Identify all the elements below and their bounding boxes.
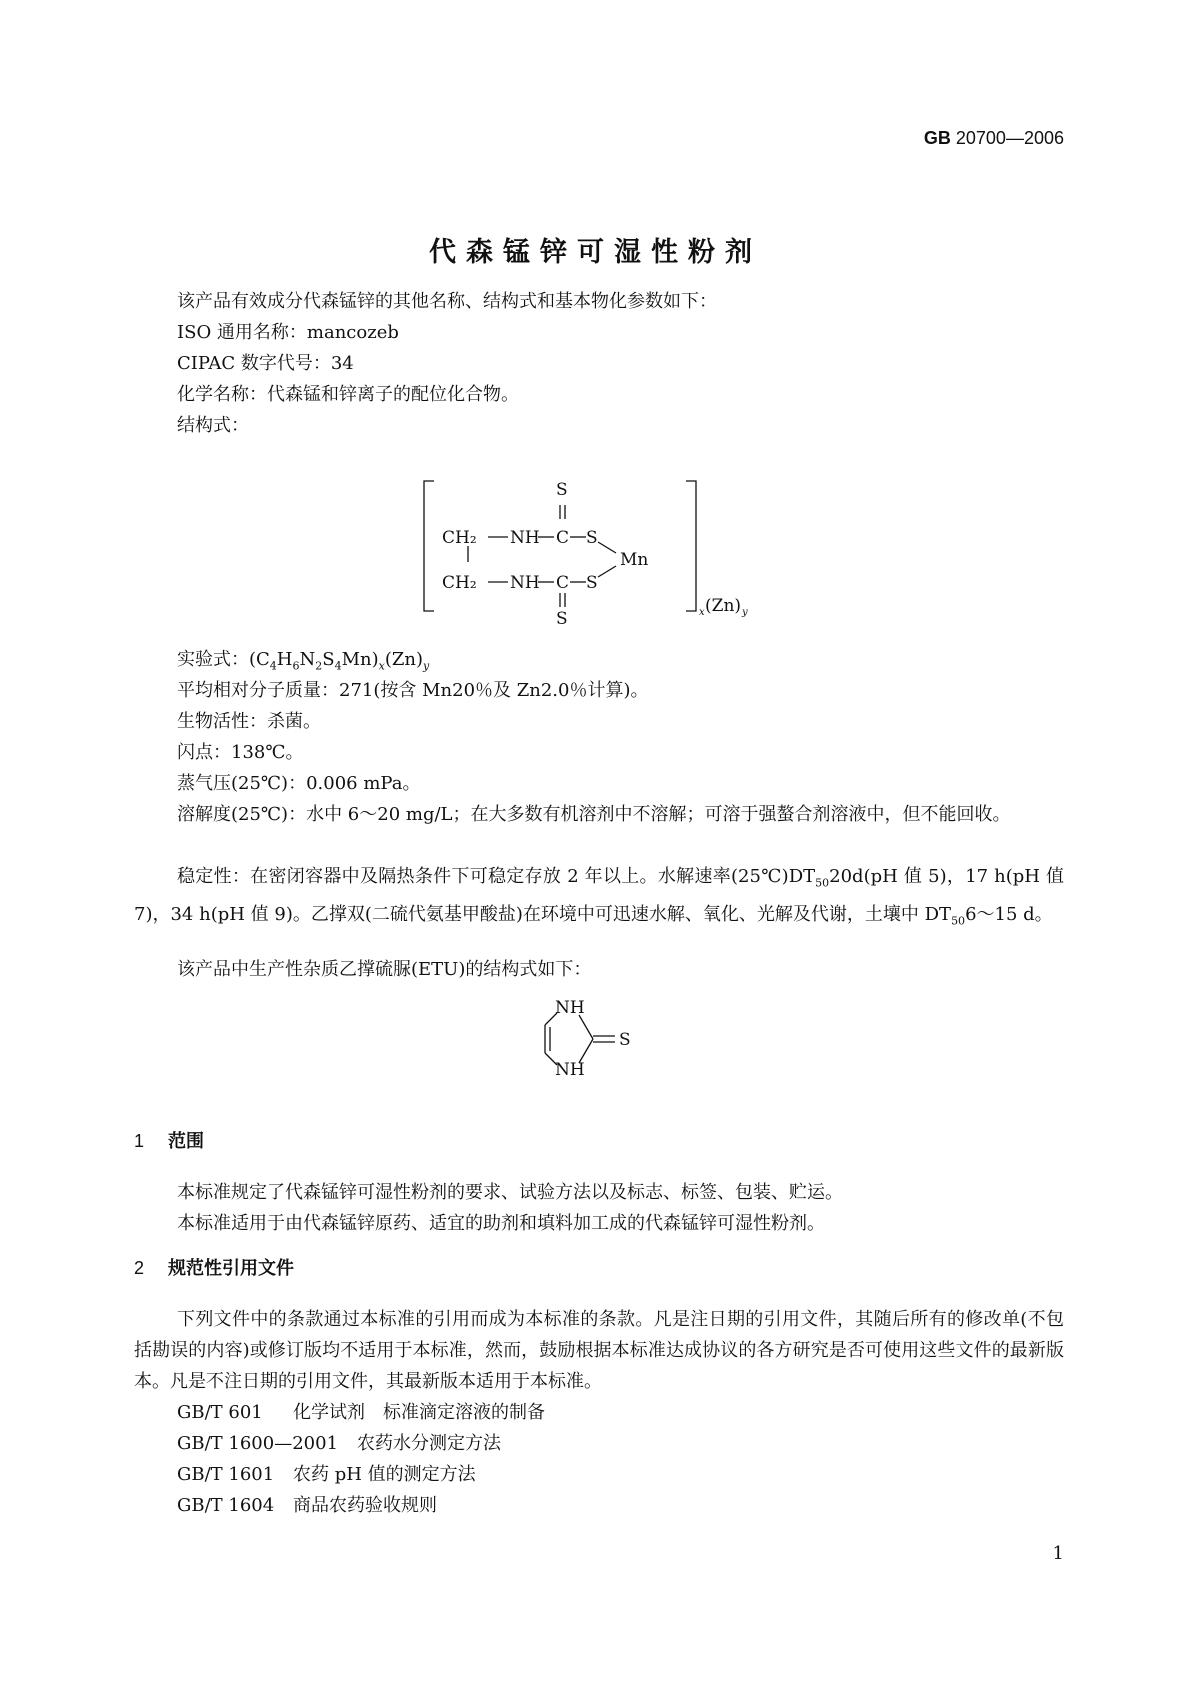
mn-label: Mn xyxy=(620,550,649,570)
section-heading-scope: 1 范围 xyxy=(134,1131,204,1151)
bioactivity: 生物活性：杀菌。 xyxy=(177,711,321,732)
s-mid-bottom-label: S xyxy=(586,573,598,593)
scope-paragraph: 本标准规定了代森锰锌可湿性粉剂的要求、试验方法以及标志、标签、包装、贮运。 xyxy=(177,1182,843,1203)
nh-bottom-label: NH xyxy=(510,573,540,593)
normative-references-paragraph: 下列文件中的条款通过本标准的引用而成为本标准的条款。凡是注日期的引用文件，其随后所有的修改单(不包括勘误的内容)或修订版均不适用于本标准，然而，鼓励根据本标准达成协议的各方研究是否可使用这些文件的最新版本。凡是不注日期的引用文件，其最新版本适用于本标准。 xyxy=(134,1309,1064,1392)
intro-line: 化学名称：代森锰和锌离子的配位化合物。 xyxy=(177,384,519,405)
reference-item: GB/T 1604 商品农药验收规则 xyxy=(177,1495,437,1516)
flash-point: 闪点：138℃。 xyxy=(177,742,304,763)
section-heading-normative-references: 2 规范性引用文件 xyxy=(134,1258,294,1278)
nh-bottom-label: NH xyxy=(555,1060,585,1080)
ch2-top-label: CH₂ xyxy=(442,528,477,548)
scope-paragraph: 本标准适用于由代森锰锌原药、适宜的助剂和填料加工成的代森锰锌可湿性粉剂。 xyxy=(177,1213,825,1234)
y-subscript: y xyxy=(742,607,748,618)
s-label: S xyxy=(619,1030,631,1050)
nh-top-label: NH xyxy=(510,528,540,548)
intro-line: 该产品有效成分代森锰锌的其他名称、结构式和基本物化参数如下： xyxy=(177,291,717,312)
intro-line: CIPAC 数字代号：34 xyxy=(177,353,354,374)
stability: 稳定性：在密闭容器中及隔热条件下可稳定存放 2 年以上。水解速率$(25℃)DT_{50}20d(pH$ 值 5)，17 h(pH 值 7)，34 h(pH 值 9)。乙撑双(二硫代氨基甲酸盐)在环境中可迅速水解、氧化、光解及代谢，土壤中 $DT_{50}6\sim 15$ d。 xyxy=(134,866,1064,928)
mancozeb-structure-diagram xyxy=(420,475,760,625)
left-bracket xyxy=(424,481,434,611)
s-mid-top-label: S xyxy=(586,528,598,548)
etu-structure-diagram xyxy=(535,995,655,1085)
s-bottom-label: S xyxy=(556,609,568,625)
empirical-formula: 实验式：$(C_4H_6N_2S_4Mn)_x(Zn)_y$ xyxy=(177,649,430,673)
etu-intro: 该产品中生产性杂质乙撑硫脲(ETU)的结构式如下： xyxy=(177,959,592,980)
s-top-label: S xyxy=(556,480,568,500)
bond-s-mn-bottom xyxy=(598,566,616,577)
document-title: 代森锰锌可湿性粉剂 xyxy=(429,237,762,268)
standard-prefix: GB xyxy=(923,128,951,148)
standard-number xyxy=(924,128,1064,149)
ch2-bottom-label: CH₂ xyxy=(442,573,477,593)
reference-item: GB/T 601 化学试剂 标准滴定溶液的制备 xyxy=(177,1402,545,1423)
intro-line: 结构式： xyxy=(177,415,249,436)
vapor-pressure: 蒸气压(25℃)：0.006 mPa。 xyxy=(177,773,421,794)
reference-item: GB/T 1601 农药 pH 值的测定方法 xyxy=(177,1464,476,1485)
ring-bond-top-right xyxy=(579,1015,593,1039)
x-subscript: x xyxy=(699,607,705,618)
c-bottom-label: C xyxy=(556,573,570,593)
reference-item: GB/T 1600—2001 农药水分测定方法 xyxy=(177,1433,501,1454)
nh-top-label: NH xyxy=(555,998,585,1018)
intro-line: ISO 通用名称：mancozeb xyxy=(177,322,399,343)
right-bracket xyxy=(686,481,696,611)
standard-code: 20700—2006 xyxy=(955,128,1064,148)
page-number: 1 xyxy=(1052,1543,1064,1564)
bond-s-mn-top xyxy=(598,542,616,553)
zn-label: (Zn) xyxy=(705,596,742,616)
c-top-label: C xyxy=(556,528,570,548)
solubility: 溶解度(25℃)：水中 6～20 mg/L；在大多数有机溶剂中不溶解；可溶于强螯合剂溶液中，但不能回收。 xyxy=(177,804,1011,825)
molecular-mass: 平均相对分子质量：271(按含 Mn20％及 Zn2.0％计算)。 xyxy=(177,680,649,701)
